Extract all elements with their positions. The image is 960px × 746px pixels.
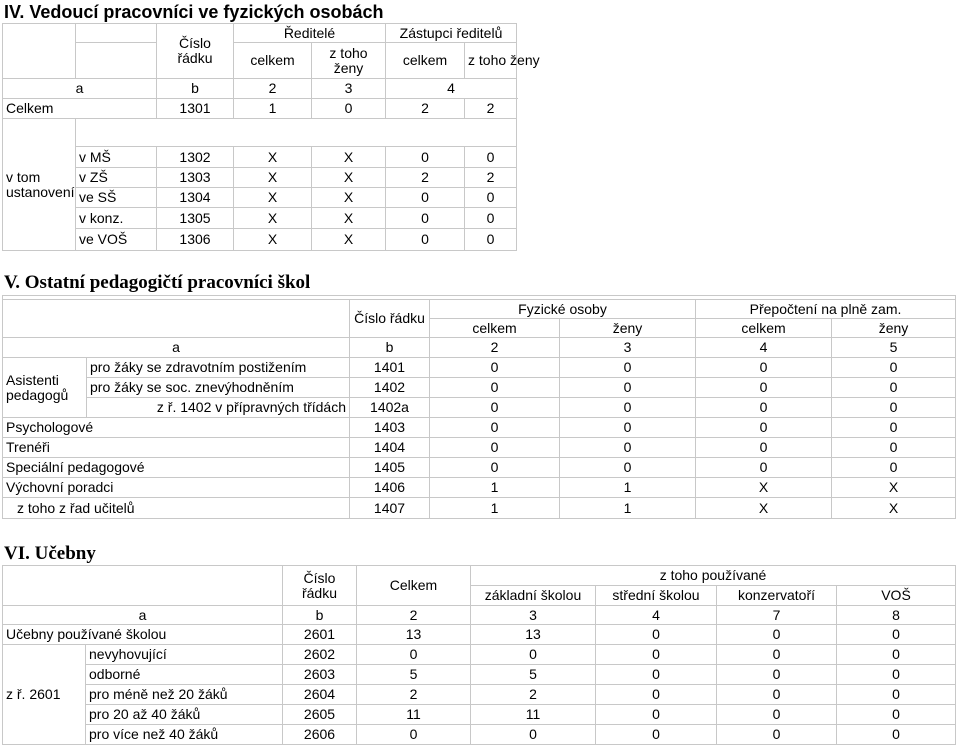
section-v-title: V. Ostatní pedagogičtí pracovníci škol (4, 272, 311, 293)
table-row: v ZŠ 1303 X X 2 2 (3, 168, 517, 188)
table-row: Asistenti pedagogů pro žáky se zdravotním postižením 1401 0 0 0 0 (3, 358, 956, 378)
header-konzervatori: konzervatoří (717, 586, 837, 606)
table-row: odborné 2603 5 5 0 0 0 (3, 665, 956, 685)
table-row: z ř. 1402 v přípravných třídách 1402a 0 0 0 0 (3, 398, 956, 418)
header-fyzicke-osoby: Fyzické osoby (430, 300, 696, 319)
header-z-toho-pouzivane: z toho používané (471, 566, 956, 586)
table-vedouci (2, 23, 540, 251)
header-zeny: ženy (560, 319, 696, 338)
section-vi-title: VI. Učebny (4, 543, 96, 564)
code-row: a b 2 3 4 (3, 79, 517, 99)
code-row: a b 2 3 4 5 (3, 338, 956, 358)
group-z-r-2601: z ř. 2601 (3, 645, 86, 745)
code-row: a b 2 3 4 7 8 (3, 606, 956, 625)
header-zakladni-skolou: základní školou (471, 586, 596, 606)
header-cislo-radku: Číslo řádku (157, 24, 234, 79)
table-row: Výchovní poradci 1406 1 1 X X (3, 478, 956, 498)
header-z-toho-zeny: z toho ženy (465, 43, 517, 79)
header-zeny: ženy (832, 319, 956, 338)
table-row: Psychologové 1403 0 0 0 0 (3, 418, 956, 438)
table-row: ve VOŠ 1306 X X 0 0 (3, 229, 517, 251)
table-ucebny (2, 565, 956, 745)
header-zastupci: Zástupci ředitelů (386, 24, 517, 43)
header-z-toho-zeny: z toho ženy (312, 43, 386, 79)
section-iv-title: IV. Vedoucí pracovníci ve fyzických osobách (4, 2, 384, 22)
header-celkem: celkem (386, 43, 465, 79)
header-stredni-skolou: střední školou (596, 586, 717, 606)
table-row: Celkem 1301 1 0 2 2 (3, 99, 517, 119)
table-row: pro žáky se soc. znevýhodněním 1402 0 0 0 0 (3, 378, 956, 398)
header-cislo-radku: Číslo řádku (283, 566, 357, 606)
header-reditele: Ředitelé (234, 24, 386, 43)
table-row: z ř. 2601 nevyhovující 2602 0 0 0 0 0 (3, 645, 956, 665)
header-celkem: celkem (430, 319, 560, 338)
table-row: pro méně než 20 žáků 2604 2 2 0 0 0 (3, 685, 956, 705)
table-row: pro více než 40 žáků 2606 0 0 0 0 0 (3, 725, 956, 745)
table-row: v MŠ 1302 X X 0 0 (3, 147, 517, 168)
header-celkem: celkem (696, 319, 832, 338)
group-v-tom-ustanoveni: v tom ustanovení (3, 119, 76, 251)
table-row: z toho z řad učitelů 1407 1 1 X X (3, 498, 956, 519)
table-ostatni-pedagogicti (2, 295, 956, 519)
header-prepocteni: Přepočtení na plně zam. (696, 300, 956, 319)
header-vos: VOŠ (837, 586, 956, 606)
group-asistenti-pedagogu: Asistenti pedagogů (3, 358, 87, 418)
table-row: Speciální pedagogové 1405 0 0 0 0 (3, 458, 956, 478)
table-row: pro 20 až 40 žáků 2605 11 11 0 0 0 (3, 705, 956, 725)
table-row: Učebny používané školou 2601 13 13 0 0 0 (3, 625, 956, 645)
table-row: Trenéři 1404 0 0 0 0 (3, 438, 956, 458)
header-celkem: celkem (234, 43, 312, 79)
table-row: v konz. 1305 X X 0 0 (3, 208, 517, 229)
table-row: ve SŠ 1304 X X 0 0 (3, 188, 517, 208)
header-celkem: Celkem (357, 566, 471, 606)
header-cislo-radku: Číslo řádku (350, 300, 430, 338)
